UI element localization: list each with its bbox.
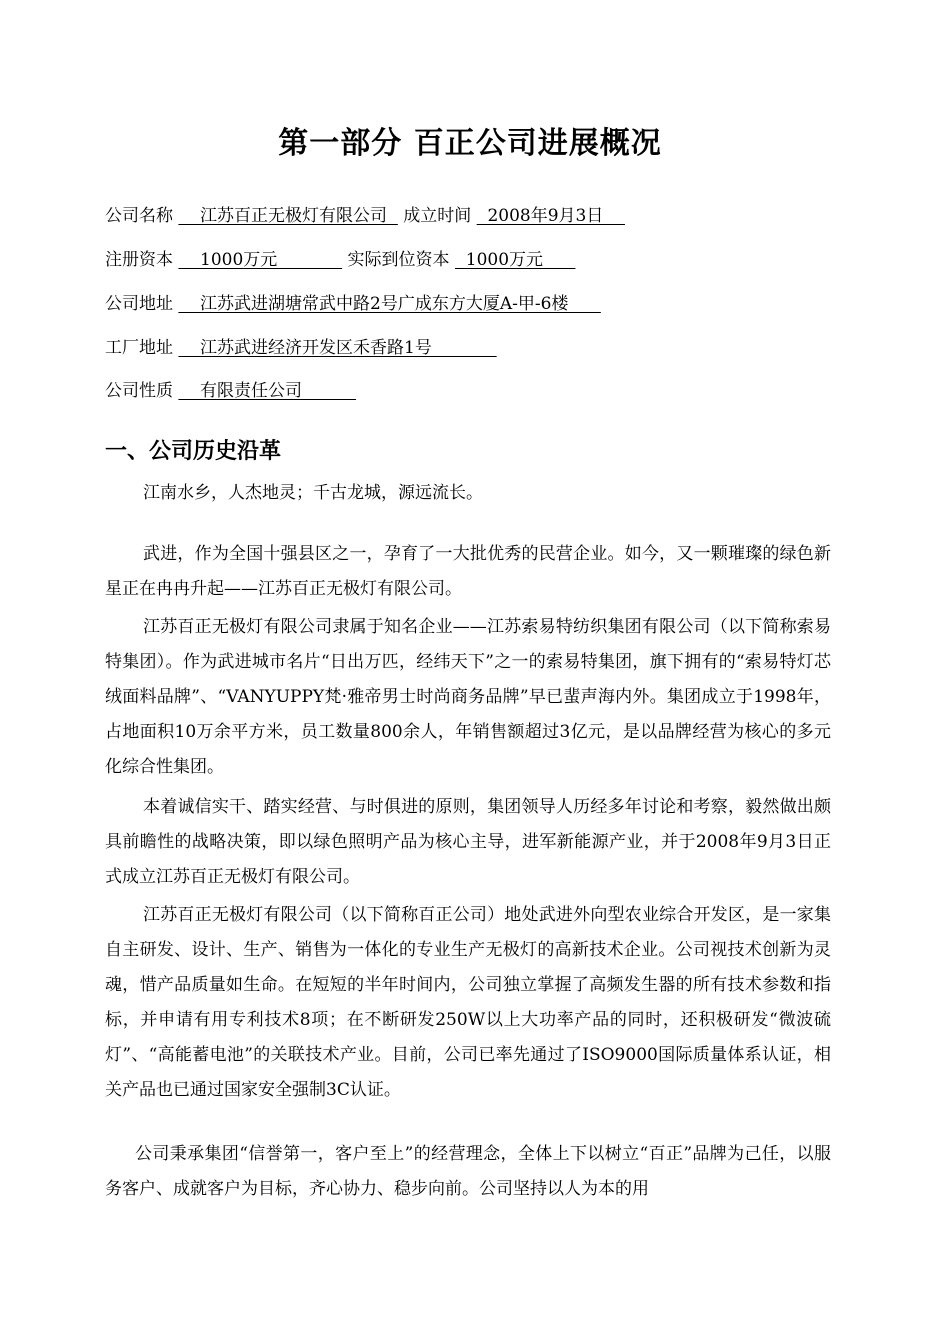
company-name-label: 公司名称: [105, 206, 173, 226]
info-row-company-address: [105, 293, 601, 315]
actual-capital-value: 1000万元: [454, 250, 576, 270]
company-address-value: 江苏武进湖塘常武中路2号广成东方大厦A-甲-6楼: [178, 294, 601, 314]
info-row-factory-address: [105, 337, 497, 359]
paragraph: 江南水乡，人杰地灵；千古龙城，源远流长。: [143, 483, 483, 503]
info-row-company-name: [105, 205, 625, 227]
founded-label: 成立时间: [403, 206, 472, 226]
registered-capital-value: 1000万元: [178, 250, 343, 270]
factory-address-value: 江苏武进经济开发区禾香路1号: [178, 338, 497, 358]
info-row-capital: [105, 249, 575, 271]
actual-capital-label: 实际到位资本: [347, 250, 450, 270]
company-address-label: 公司地址: [105, 294, 173, 314]
paragraph: 江苏百正无极灯有限公司（以下简称百正公司）地处武进外向型农业综合开发区，是一家集自主研发、设计、生产、销售为一体化的专业生产无极灯的高新技术企业。公司视技术创新为灵魂，惜产品质量如生命。在短短的半年时间内，公司独立掌握了高频发生器的所有技术参数和指标，并申请有用专利技术8项；在不断研发250W以上大功率产品的同时，还积极研发“微波硫灯”、“高能蓄电池”的关联技术产业。目前，公司已率先通过了ISO9000国际质量体系认证，相关产品也已通过国家安全强制3C认证。: [105, 905, 831, 1100]
company-type-label: 公司性质: [105, 381, 173, 401]
paragraph: 江苏百正无极灯有限公司隶属于知名企业——江苏索易特纺织集团有限公司（以下简称索易特集团）。作为武进城市名片“日出万匹，经纬天下”之一的索易特集团，旗下拥有的“索易特灯芯绒面料品牌”、“VANYUPPY梵·雅帝男士时尚商务品牌”早已蜚声海内外。集团成立于1998年，占地面积10万余平方米，员工数量800余人，年销售额超过3亿元，是以品牌经营为核心的多元化综合性集团。: [105, 617, 831, 777]
paragraph: 武进，作为全国十强县区之一，孕育了一大批优秀的民营企业。如今，又一颗璀璨的绿色新星正在冉冉升起——江苏百正无极灯有限公司。: [105, 544, 831, 599]
registered-capital-label: 注册资本: [105, 250, 173, 270]
company-type-value: 有限责任公司: [178, 381, 357, 401]
info-row-company-type: [105, 380, 356, 402]
page-title: 第一部分 百正公司进展概况: [278, 126, 662, 161]
company-name-value: 江苏百正无极灯有限公司: [178, 206, 398, 226]
factory-address-label: 工厂地址: [105, 338, 173, 358]
paragraph: 公司秉承集团“信誉第一，客户至上”的经营理念，全体上下以树立“百正”品牌为己任，以服务客户、成就客户为目标，齐心协力、稳步向前。公司坚持以人为本的用: [105, 1144, 831, 1199]
founded-value: 2008年9月3日: [476, 206, 625, 226]
section-heading-history: 一、公司历史沿革: [105, 439, 282, 464]
paragraph: 本着诚信实干、踏实经营、与时俱进的原则，集团领导人历经多年讨论和考察，毅然做出颇具前瞻性的战略决策，即以绿色照明产品为核心主导，进军新能源产业，并于2008年9月3日正式成立江苏百正无极灯有限公司。: [105, 797, 831, 887]
